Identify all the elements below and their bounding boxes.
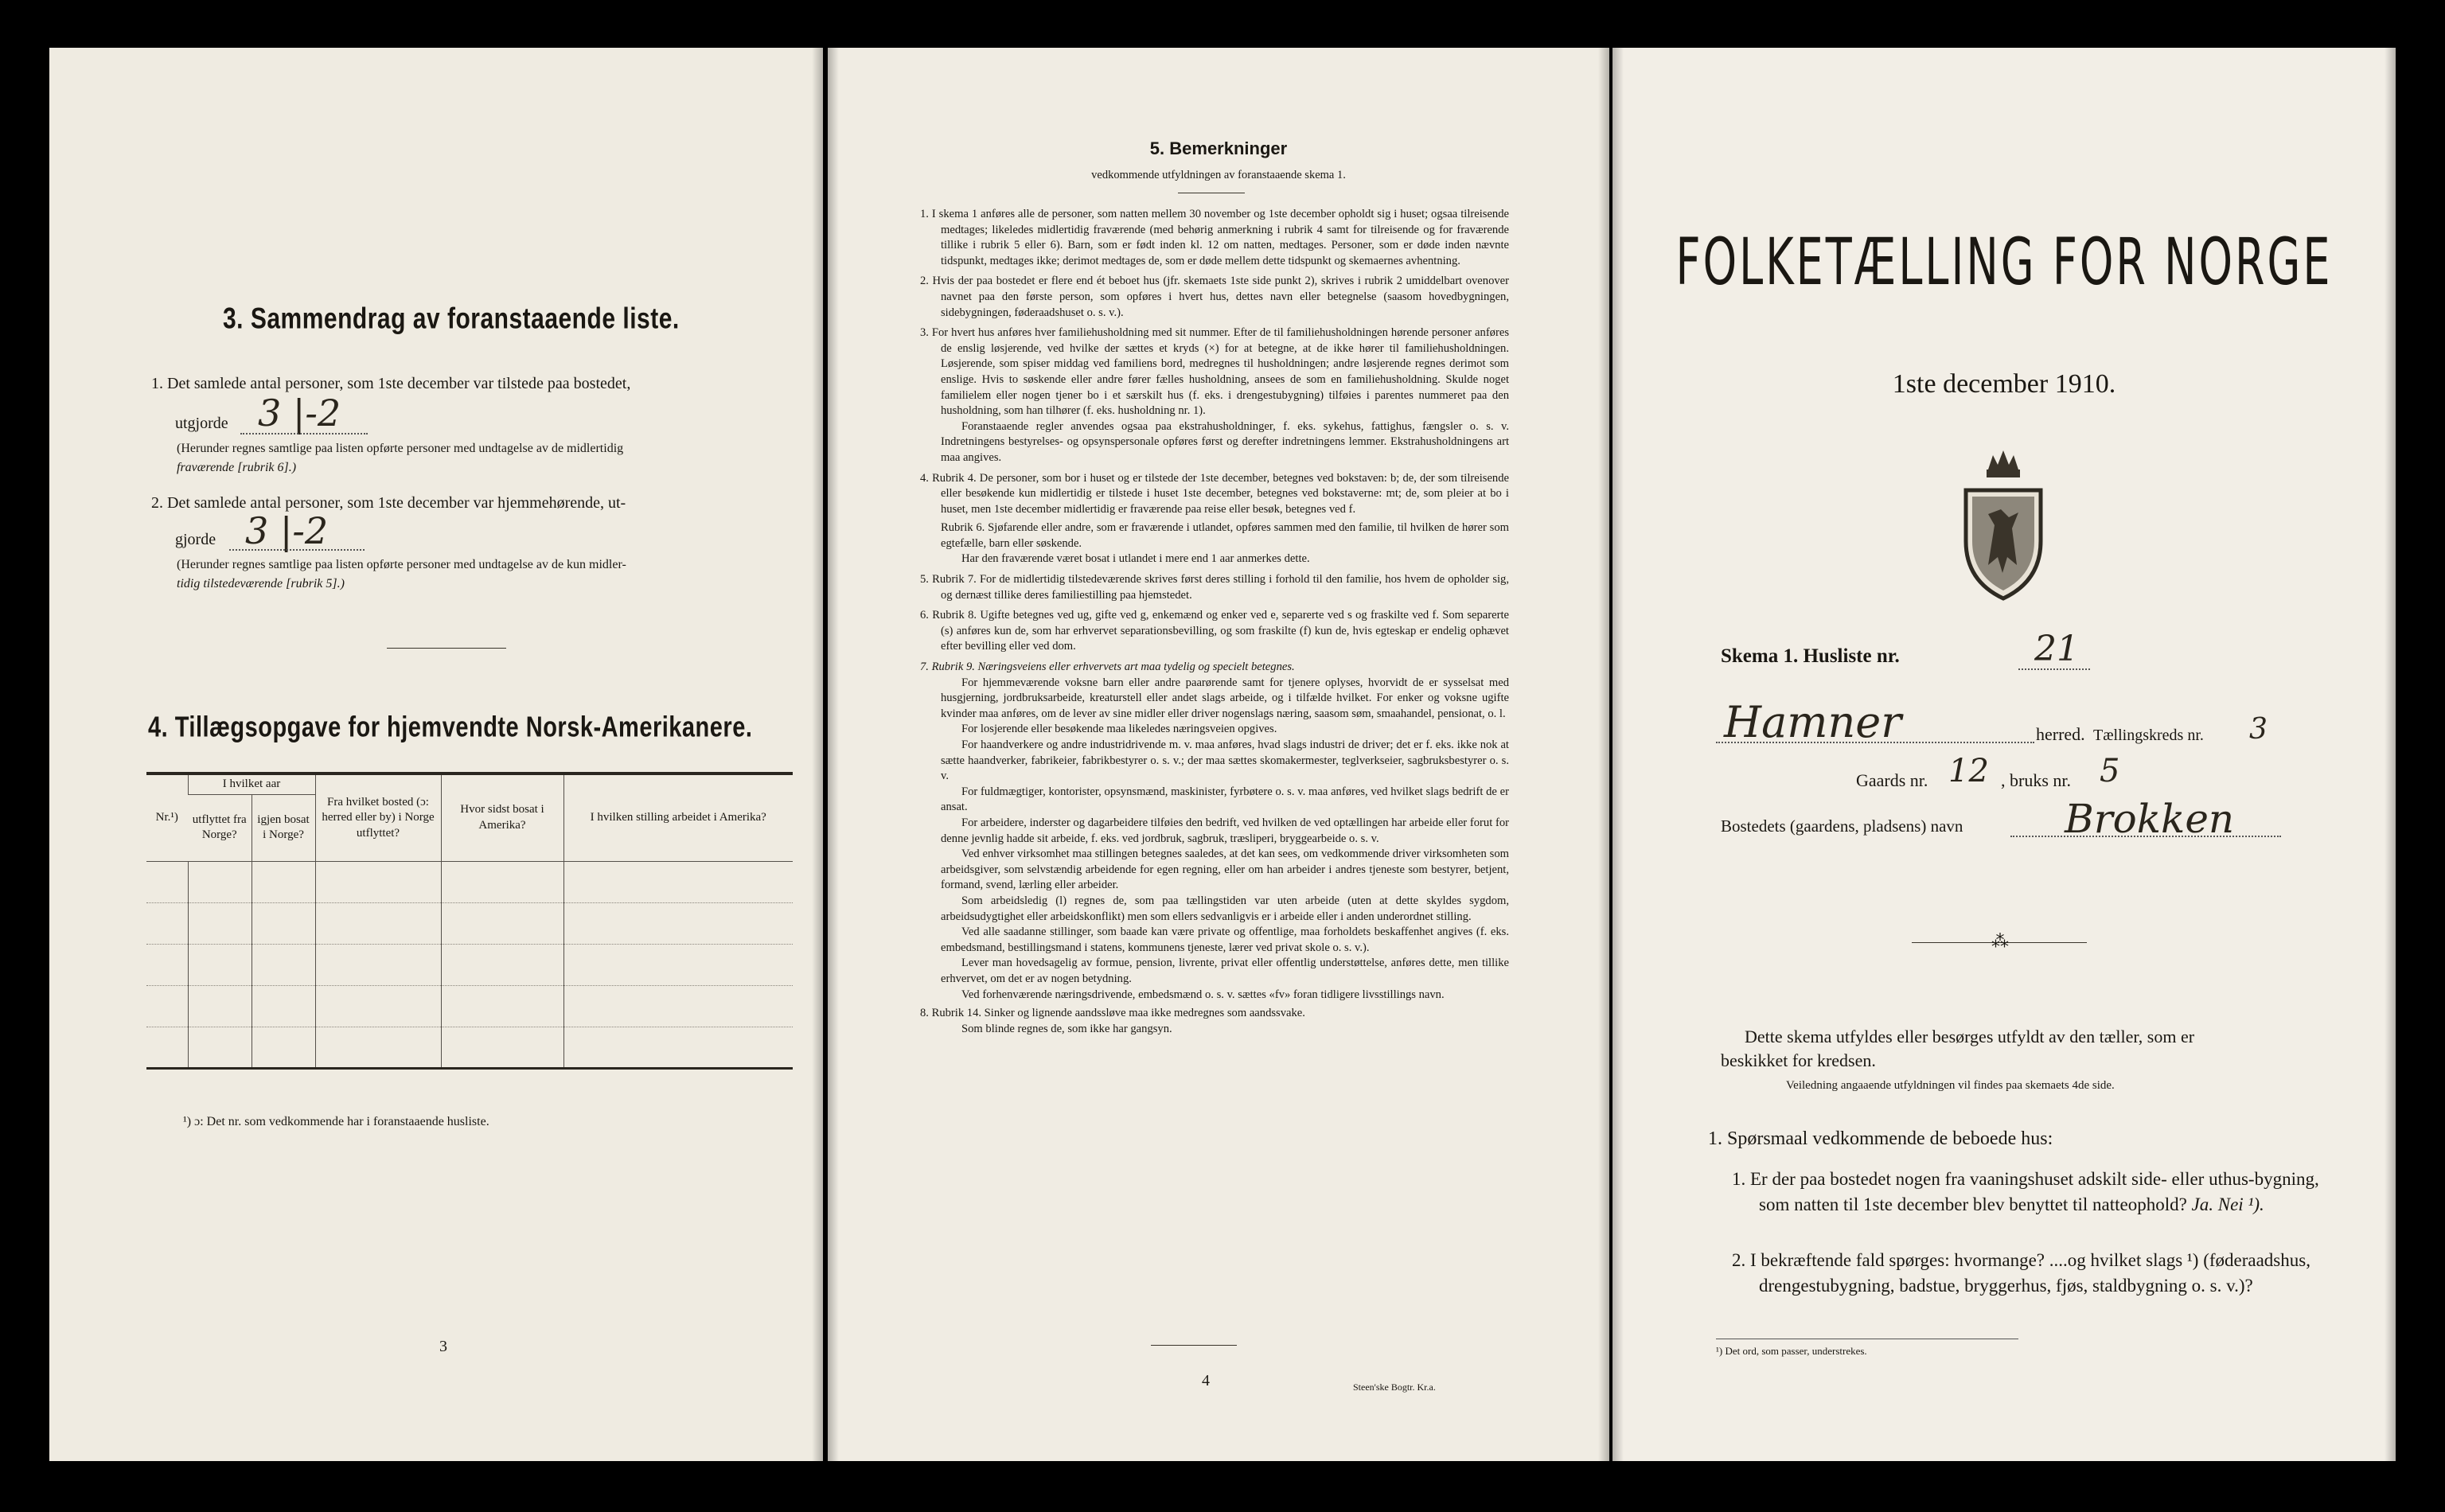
remark-8: 8. Rubrik 14. Sinker og lignende aandssløve maa ikke medregnes som aandssvake.: [920, 1007, 1305, 1020]
remark-7e: For arbeidere, inderster og dagarbeidere tilføies den bedrift, ved hvilken de ved optællingen har arbeide eller forut for denne jevnlig hadde sit arbeide, f. eks. ved jordbruk, sagbruk, træsliperi, bryggearbeide o. s. v.: [941, 816, 1509, 845]
table-row: [146, 985, 793, 1027]
husliste-fill-line: [2018, 668, 2090, 670]
table-row: [146, 944, 793, 985]
remark-5: 5. Rubrik 7. For de midlertidig tilstedeværende skrives først deres stilling i forhold til den familie, hos hvem de opholder sig, og dernæst tillike deres familiestilling paa hjemstedet.: [920, 573, 1509, 602]
footnote: ¹) Det ord, som passer, understrekes.: [1716, 1345, 1867, 1357]
page-number: 4: [1202, 1372, 1210, 1389]
page-number: 3: [439, 1338, 447, 1355]
remark-7c: For haandverkere og andre industridrivende m. v. maa anføres, hvad slags industri de driver; det er f. eks. ikke nok at sætte haandverker, fabrikeier, fabrikbestyrer o. s. v.; der maa sættes skomakermester, teglverkseier, sagbruksbestyrer o. s. v.: [941, 738, 1509, 783]
remark-8b: Som blinde regnes de, som ikke har gangsyn.: [961, 1022, 1172, 1035]
coat-of-arms-icon: [1956, 446, 2050, 602]
remark-7j: Ved forhenværende næringsdrivende, embedsmænd o. s. v. sættes «fv» foran tidligere livsstillings navn.: [961, 988, 1445, 1001]
remark-4: 4. Rubrik 4. De personer, som bor i huset og er tilstede der 1ste december, betegnes ved bokstaven: b; de, der som tilreisende eller besøkende kun midlertidig er tilstede i huset 1ste december, betegnes ved bokstaverne: mt; de, som pleier at bo i huset, men 1ste december midlertidig er fraværende paa reise eller besøk, betegnes ved f.: [920, 471, 1509, 516]
page-3-summary: [49, 48, 823, 1461]
page-fold-shadow: [828, 48, 839, 1461]
page-1-cover: [1612, 48, 2396, 1461]
herred-label: herred.: [2036, 724, 2085, 744]
divider: [387, 648, 506, 649]
remark-4c: Har den fraværende været bosat i utlandet i mere end 1 aar anmerkes dette.: [961, 552, 1310, 566]
remark-7i: Lever man hovedsagelig av formue, pension, livrente, privat eller offentlig understøttelse, anføres dette, men tillike erhvervet, om det er av nogen betydning.: [941, 957, 1509, 985]
q2-fill-line: [229, 549, 365, 551]
question-2-text: 2. I bekræftende fald spørges: hvormange? ....og hvilket slags ¹): [1732, 1250, 2199, 1270]
q1-text: 1. Det samlede antal personer, som 1ste december var tilstede paa bostedet,: [151, 375, 631, 392]
kreds-label: Tællingskreds nr.: [2093, 727, 2204, 744]
remark-7h: Ved alle saadanne stillinger, som baade kan være private og offentlige, maa forholdets beskaffenhet angives (f. eks. embedsmand, bestillingsmand i statens, kommunens tjeneste, lærer ved privat skole o. s. v.).: [941, 926, 1509, 954]
divider: [1151, 1345, 1237, 1346]
q1-handwritten-value: 3 |-2: [258, 392, 341, 435]
skema-label: Skema 1. Husliste nr.: [1721, 645, 1900, 667]
norsk-amerikanere-table: [146, 772, 793, 1070]
herred-fill-line: [1716, 742, 2034, 743]
remark-2: 2. Hvis der paa bostedet er flere end ét beboet hus (jfr. skemaets 1ste side punkt 2), skrives i rubrik 2 umiddelbart ovenover navnet paa den første person, som opføres i hvert hus, dettes navn eller betegnelse (saasom hovedbygningen, sidebygningen, føderaadshuset o. s. v.).: [920, 275, 1509, 319]
remark-7d: For fuldmægtiger, kontorister, opsynsmænd, maskinister, fyrbøtere o. s. v. maa anføres, ved hvilket slags bedrift de er ansat.: [941, 785, 1509, 814]
remark-7b: For losjerende eller besøkende maa likeledes næringsveien opgives.: [961, 723, 1277, 736]
remark-7g: Som arbeidsledig (l) regnes de, som paa tællingstiden var uten arbeide (uten at dette skyldes sygdom, arbeidsudygtighet eller arbeidskonflikt) men som ellers sedvanligvis er i arbeide eller i anden underordnet stilling.: [941, 894, 1509, 923]
q2-text: 2. Det samlede antal personer, som 1ste december var hjemmehørende, ut-: [151, 494, 626, 512]
gaards-label: Gaards nr.: [1856, 770, 1928, 790]
col-position: I hvilken stilling arbeidet i Amerika?: [563, 774, 793, 861]
remark-6: 6. Rubrik 8. Ugifte betegnes ved ug, gifte ved g, enkemænd og enker ved e, separerte ved s og fraskilte ved f. Som separerte (s) anføres kun de, som har erhvervet separationsbevilling, og som fraskilte (f) kun de, hvis egteskap er endelig ophævet efter bevilling eller ved dom.: [920, 609, 1509, 653]
col-returned: igjen bosat i Norge?: [252, 794, 315, 861]
table-row: [146, 861, 793, 902]
q2-handwritten-value: 3 |-2: [245, 509, 329, 552]
question-1: [1732, 1167, 2329, 1218]
intro-line-1: Dette skema utfyldes eller besørges utfyldt av den tæller, som er: [1745, 1027, 2195, 1046]
table-row: [146, 1027, 793, 1068]
remark-4b: Rubrik 6. Sjøfarende eller andre, som er fraværende i utlandet, opføres sammen med den familie, til hvilken de hører som egtefælle, barn eller søskende.: [941, 521, 1509, 550]
form-title: FOLKETÆLLING FOR NORGE: [1675, 224, 2333, 300]
remark-3b: Foranstaaende regler anvendes ogsaa paa ekstrahusholdninger, f. eks. sykehus, fattighus, fængsler o. s. v. Indretningens bestyrelses- og opsynspersonale opføres først og derefter indretningens lemmer. Ekstrahusholdningens art maa angives.: [941, 419, 1509, 464]
page-4-remarks: [828, 48, 1609, 1461]
table-row: [146, 902, 793, 944]
remark-1: 1. I skema 1 anføres alle de personer, som natten mellem 30 november og 1ste december opholdt sig i huset; ogsaa tilreisende medtages; likeledes midlertidig fraværende (med behørig anmerkning i rubrik 4 samt for tilreisende og for fraværende tillike i rubrik 5 eller 6). Barn, som er født inden kl. 12 om natten, medtages. Personer, som er døde inden nævnte tidspunkt, medtages ikke; derimot medtages de, som er døde mellem dette tidspunkt og skemaernes avhentning.: [920, 208, 1509, 267]
intro-note: Veiledning angaaende utfyldningen vil findes paa skemaets 4de side.: [1786, 1079, 2115, 1092]
remark-3: 3. For hvert hus anføres hver familiehusholdning med sit nummer. Efter de til familiehusholdningen hørende personer anføres de enslig løsjerende, ved hvilke der sættes et kryds (×) for at betegne, at de ikke hører til familiehusholdningen. Løsjerende, som spiser middag ved familiens bord, medregnes til husholdningen; andre løsjerende regnes derimot som enslige. Hvis to søskende eller andre fører fælles husholdning, ansees de som en familiehusholdning. Skulde noget familielem eller nogen tjener bo i et særskilt hus (f. eks. i drengestubygning) tilføies i parentes nummeret paa den husholdning, som han tilhører (f. eks. husholdning nr. 1).: [920, 326, 1509, 418]
kreds-value: 3: [2249, 713, 2268, 746]
remarks-body: [920, 207, 1509, 1037]
table-footnote: ¹) ɔ: Det nr. som vedkommende har i foranstaaende husliste.: [183, 1115, 489, 1128]
section-3-title: 3. Sammendrag av foranstaaende liste.: [223, 302, 680, 336]
bosted-fill-line: [2010, 836, 2281, 837]
question-2: [1732, 1248, 2329, 1299]
page-fold-shadow: [812, 48, 823, 1461]
question-1-answer: Ja. Nei ¹).: [2191, 1194, 2264, 1214]
q1-prefix: utgjorde: [175, 415, 228, 432]
remarks-subtitle: vedkommende utfyldningen av foranstaaende skema 1.: [1091, 169, 1346, 181]
herred-value: Hamner: [1724, 697, 1902, 747]
page-fold-shadow: [1598, 48, 1609, 1461]
gaards-value: 12: [1948, 753, 1989, 789]
question-1-text: 1. Er der paa bostedet nogen fra vaaningshuset adskilt side- eller uthus-bygning, som natten til 1ste december blev benyttet til natteophold?: [1732, 1169, 2319, 1214]
q2-note-2: tidig tilstedeværende [rubrik 5].): [177, 577, 345, 590]
bosted-label: Bostedets (gaardens, pladsens) navn: [1721, 816, 1963, 836]
bosted-value: Brokken: [2065, 796, 2235, 842]
remark-7a: For hjemmeværende voksne barn eller andre paarørende samt for tjenere oplyses, hvorvidt de er sysselsat med husgjerning, jordbruksarbeide, kreaturstell eller andet slags arbeide, og i tilfælde hvilket. For enker og voksne ugifte kvinder maa anføres, om de lever av sine midler eller driver nogenslags næring, saasom søm, smaahandel, pensionat, o. l.: [941, 676, 1509, 720]
section-4-title: 4. Tillægsopgave for hjemvendte Norsk-Amerikanere.: [148, 711, 753, 743]
remark-7: 7. Rubrik 9. Næringsveiens eller erhvervets art maa tydelig og specielt betegnes.: [920, 661, 1295, 674]
remark-7f: Ved enhver virksomhet maa stillingen betegnes saaledes, at det kan sees, om vedkommende driver virksomheten som arbeidsgiver, som selvstændig arbeidende for egen regning, eller om han arbeider i andres tjeneste som bestyrer, betjent, formand, svend, lærling eller arbeider.: [941, 848, 1509, 892]
col-emigrated: utflyttet fra Norge?: [192, 813, 247, 841]
q1-note-1: (Herunder regnes samtlige paa listen opførte personer med undtagelse av de midlertidig: [177, 442, 624, 455]
col-group-year: I hvilket aar: [188, 774, 315, 794]
col-nr: Nr.¹): [146, 774, 188, 861]
q1-fill-line: [240, 433, 368, 435]
page-fold-shadow: [2385, 48, 2396, 1461]
question-2-detail: (føderaadshus, drengestubygning, badstue, bryggerhus, fjøs, staldbygning o. s. v.)?: [1759, 1250, 2310, 1296]
q1-note-2: fraværende [rubrik 6].): [177, 461, 297, 474]
col-from-where: Fra hvilket bosted (ɔ: herred eller by) i Norge utflyttet?: [315, 774, 441, 861]
q2-prefix: gjorde: [175, 531, 216, 548]
col-last-america: Hvor sidst bosat i Amerika?: [441, 774, 563, 861]
remarks-title: 5. Bemerkninger: [1149, 138, 1288, 158]
q2-note-1: (Herunder regnes samtlige paa listen opførte personer med undtagelse av de kun midler-: [177, 558, 626, 571]
husliste-nr: 21: [2034, 629, 2079, 669]
census-date: 1ste december 1910.: [1892, 369, 2116, 399]
intro-line-2: beskikket for kredsen.: [1721, 1050, 1876, 1070]
ornament-icon: ⁂: [1991, 931, 2009, 951]
printer-mark: Steen'ske Bogtr. Kr.a.: [1353, 1381, 1436, 1393]
bruks-value: 5: [2100, 753, 2120, 789]
question-section-title: 1. Spørsmaal vedkommende de beboede hus:: [1708, 1128, 2053, 1149]
bruks-label: , bruks nr.: [2001, 770, 2071, 790]
